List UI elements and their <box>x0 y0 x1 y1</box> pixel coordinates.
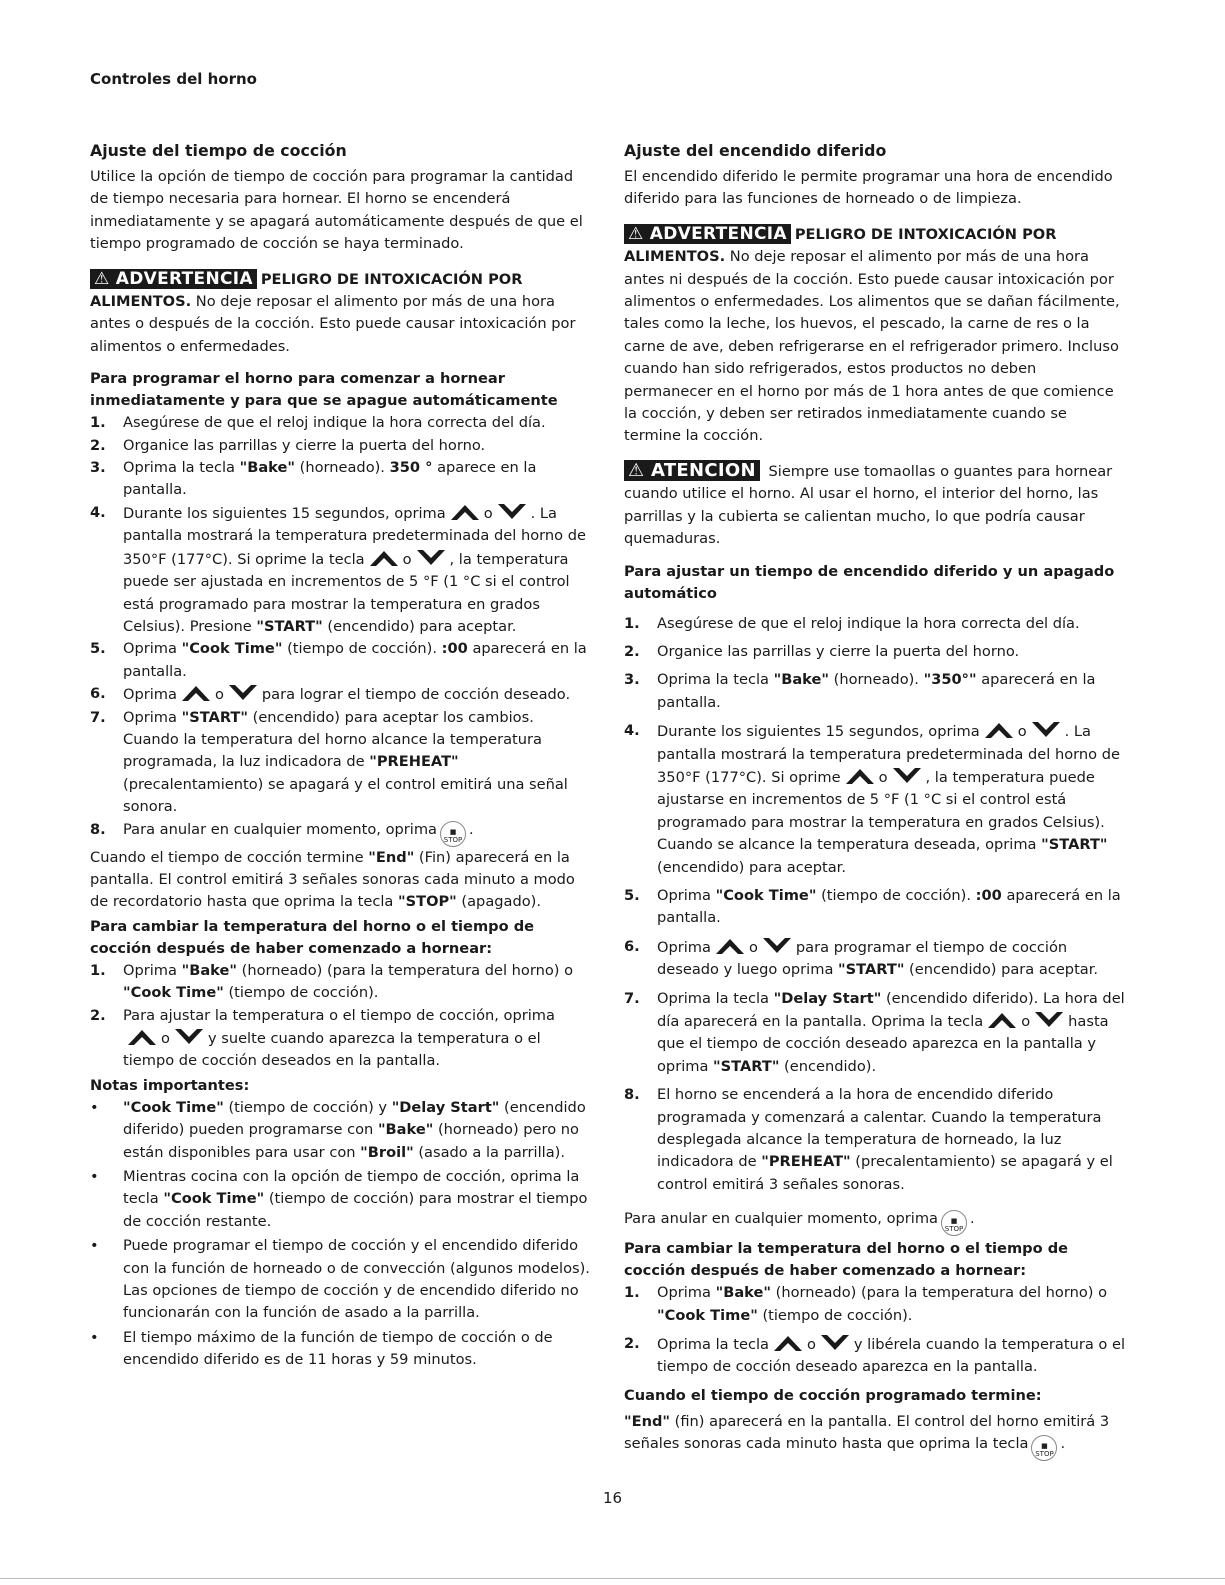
steps-delay-start <box>624 613 1128 1197</box>
up-arrow-key-icon <box>449 502 481 522</box>
up-arrow-key-icon <box>126 1027 158 1047</box>
subheading-cook-end: Cuando el tiempo de cocción programado termine: <box>624 1386 1042 1404</box>
list-item: 8. El horno se encenderá a la hora de encendido diferido programada y comenzará a calentar. Cuando la temperatura desplegada alcance la temperatura de horneado, la luz indicadora de "PREHEAT" (precalentamiento) se apagará y el control emitirá 3 señales sonoras. <box>624 1086 1113 1193</box>
page-number: 16 <box>602 1489 623 1507</box>
list-item: • Puede programar el tiempo de cocción y el encendido diferido con la función de horneado o de convección (algunos modelos). Las opciones de tiempo de cocción y de encendido diferido no funcionarán con la función de asado a la parrilla. <box>90 1237 590 1322</box>
list-item: 2. Organice las parrillas y cierre la puerta del horno. <box>90 436 486 454</box>
list-item: 8. Para anular en cualquier momento, oprima ■ STOP. <box>90 819 590 847</box>
delay-start-intro: El encendido diferido le permite programar una hora de encendido diferido para las funciones de horneado o de limpieza. <box>624 168 1113 208</box>
warning-title: PELIGRO DE INTOXICACIÓN POR ALIMENTOS. <box>624 225 1057 266</box>
list-item: 1. Oprima "Bake" (horneado) (para la temperatura del horno) o "Cook Time" (tiempo de cocción). <box>90 961 574 1002</box>
list-item: 1. Oprima "Bake" (horneado) (para la temperatura del horno) o "Cook Time" (tiempo de cocción). <box>624 1284 1108 1324</box>
down-arrow-key-icon <box>819 1333 851 1353</box>
stop-key-icon: ■ STOP <box>941 1210 967 1236</box>
steps-change-temp <box>624 1282 1128 1379</box>
down-arrow-key-icon <box>891 766 923 786</box>
bottom-divider <box>0 1578 1225 1579</box>
section-title-cook-time: Ajuste del tiempo de cocción <box>90 141 347 160</box>
warning-badge: ⚠ ADVERTENCIA <box>90 269 257 289</box>
caution-text: Siempre use tomaollas o guantes para hornear cuando utilice el horno. Al usar el horno, el interior del horno, las parrillas y la cubierta se calientan mucho, lo que podría causar quemaduras. <box>624 462 1113 548</box>
up-arrow-key-icon <box>368 548 400 568</box>
cook-time-end-text: Cuando el tiempo de cocción termine "End" (Fin) aparecerá en la pantalla. El control emitirá 3 señales sonoras cada minuto a modo de recordatorio hasta que oprima la tecla "STOP" (apagado). <box>90 848 575 911</box>
down-arrow-key-icon <box>1030 720 1062 740</box>
subheading-change-temp: Para cambiar la temperatura del horno o el tiempo de cocción después de haber comenzado a hornear: <box>90 917 535 957</box>
right-column <box>624 140 1128 1461</box>
down-arrow-key-icon <box>173 1027 205 1047</box>
list-item: 6. Oprima o para programar el tiempo de cocción deseado y luego oprima "START" (encendido) para aceptar. <box>624 937 1099 979</box>
list-item: 2. Organice las parrillas y cierre la puerta del horno. <box>624 642 1020 660</box>
subheading-delay-start: Para ajustar un tiempo de encendido diferido y un apagado automático <box>624 562 1115 602</box>
list-item: • El tiempo máximo de la función de tiempo de cocción o de encendido diferido es de 11 horas y 59 minutos. <box>90 1328 553 1369</box>
important-notes <box>90 1097 590 1372</box>
list-item: • Mientras cocina con la opción de tiempo de cocción, oprima la tecla "Cook Time" (tiempo de cocción) para mostrar el tiempo de cocción restante. <box>90 1168 588 1230</box>
stop-key-icon: ■ STOP <box>440 821 466 847</box>
up-arrow-key-icon <box>983 720 1015 740</box>
list-item: 2. Oprima la tecla o y libérela cuando la temperatura o el tiempo de cocción deseado aparezca en la pantalla. <box>624 1335 1126 1376</box>
warning-text: No deje reposar el alimento por más de una hora antes o después de la cocción. Esto puede causar intoxicación por alimentos o enfermedades. <box>90 293 576 355</box>
list-item: • "Cook Time" (tiempo de cocción) y "Delay Start" (encendido diferido) pueden programarse con "Bake" (horneado) pero no están disponibles para usar con "Broil" (asado a la parrilla). <box>90 1098 586 1161</box>
up-arrow-key-icon <box>986 1010 1018 1030</box>
warning-badge: ⚠ ADVERTENCIA <box>624 224 791 244</box>
subheading-immediate-start: Para programar el horno para comenzar a hornear inmediatamente y para que se apague automáticamente <box>90 370 558 410</box>
delay-cancel-text: Para anular en cualquier momento, oprima ■ STOP. <box>624 1208 1128 1236</box>
list-item: 4. Durante los siguientes 15 segundos, oprima o . La pantalla mostrará la temperatura predeterminada del horno de 350°F (177°C). Si oprime la tecla o , la temperatura puede ser ajustada en incrementos de 5 °F (1 °C si el control está programado para mostrar la temperatura en grados Celsius). Presione "START" (encendido) para aceptar. <box>90 503 586 635</box>
notes-title: Notas importantes: <box>90 1076 250 1094</box>
section-title-delay-start: Ajuste del encendido diferido <box>624 141 887 160</box>
up-arrow-key-icon <box>772 1333 804 1353</box>
up-arrow-key-icon <box>714 936 746 956</box>
list-item: 1. Asegúrese de que el reloj indique la hora correcta del día. <box>624 614 1080 632</box>
down-arrow-key-icon <box>1033 1010 1065 1030</box>
down-arrow-key-icon <box>227 683 259 703</box>
up-arrow-key-icon <box>844 766 876 786</box>
stop-key-icon: ■ STOP <box>1031 1435 1057 1461</box>
down-arrow-key-icon <box>761 936 793 956</box>
list-item: 6. Oprima o para lograr el tiempo de cocción deseado. <box>90 685 571 704</box>
steps-immediate-start <box>90 412 590 846</box>
warning-food-poisoning <box>90 268 590 359</box>
list-item: 4. Durante los siguientes 15 segundos, oprima o . La pantalla mostrará la temperatura predeterminada del horno de 350°F (177°C). Si oprime o , la temperatura puede ajustarse en incrementos de 5 °F (1 °C si el control está programado para mostrar la temperatura en grados Celsius). Cuando se alcance la temperatura deseada, oprima "START" (encendido) para aceptar. <box>624 722 1120 876</box>
list-item: 7. Oprima la tecla "Delay Start" (encendido diferido). La hora del día aparecerá en la pantalla. Oprima la tecla o hasta que el tiempo de cocción deseado aparezca en la pantalla y oprima "START" (encendido). <box>624 989 1125 1075</box>
list-item: 2. Para ajustar la temperatura o el tiempo de cocción, oprimao y suelte cuando aparezca la temperatura o el tiempo de cocción deseados en la pantalla. <box>90 1006 555 1070</box>
warning-food-poisoning <box>624 223 1128 448</box>
cook-time-intro: Utilice la opción de tiempo de cocción para programar la cantidad de tiempo necesaria para hornear. El horno se encenderá inmediatamente y se apagará automáticamente después de que el tiempo programado de cocción se haya terminado. <box>90 168 583 253</box>
left-column <box>90 140 590 1374</box>
cook-end-text: "End" (fin) aparecerá en la pantalla. El control del horno emitirá 3 señales sonoras cada minuto hasta que oprima la tecla ■ STOP. <box>624 1411 1128 1461</box>
list-item: 3. Oprima la tecla "Bake" (horneado). "350°" aparecerá en la pantalla. <box>624 671 1096 711</box>
steps-change-temp <box>90 960 590 1073</box>
list-item: 7. Oprima "START" (encendido) para aceptar los cambios. Cuando la temperatura del horno alcance la temperatura programada, la luz indicadora de "PREHEAT" (precalentamiento) se apagará y el control emitirá una señal sonora. <box>90 708 568 816</box>
caution-badge: ⚠ ATENCION <box>624 460 760 481</box>
up-arrow-key-icon <box>180 683 212 703</box>
down-arrow-key-icon <box>415 548 447 568</box>
list-item: 5. Oprima "Cook Time" (tiempo de cocción). :00 aparecerá en la pantalla. <box>90 640 587 680</box>
subheading-change-temp: Para cambiar la temperatura del horno o el tiempo de cocción después de haber comenzado a hornear: <box>624 1240 1069 1280</box>
warning-text: No deje reposar el alimento por más de una hora antes ni después de la cocción. Esto puede causar intoxicación por alimentos o enfermedades. Los alimentos que se dañan fácilmente, tales como la leche, los huevos, el pescado, la carne de res o la carne de ave, deben refrigerarse en el refrigerador primero. Incluso cuando han sido refrigerados, estos productos no deben permanecer en el horno por más de 1 hora antes de que comience la cocción, y deben ser retirados inmediatamente cuando se termine la cocción. <box>624 248 1120 445</box>
page-header: Controles del horno <box>90 70 257 88</box>
warning-title: PELIGRO DE INTOXICACIÓN POR ALIMENTOS. <box>90 270 523 311</box>
down-arrow-key-icon <box>496 502 528 522</box>
caution-burns <box>624 460 1128 551</box>
list-item: 3. Oprima la tecla "Bake" (horneado). 350 ° aparece en la pantalla. <box>90 459 537 499</box>
list-item: 5. Oprima "Cook Time" (tiempo de cocción). :00 aparecerá en la pantalla. <box>624 886 1121 927</box>
list-item: 1. Asegúrese de que el reloj indique la hora correcta del día. <box>90 414 546 432</box>
